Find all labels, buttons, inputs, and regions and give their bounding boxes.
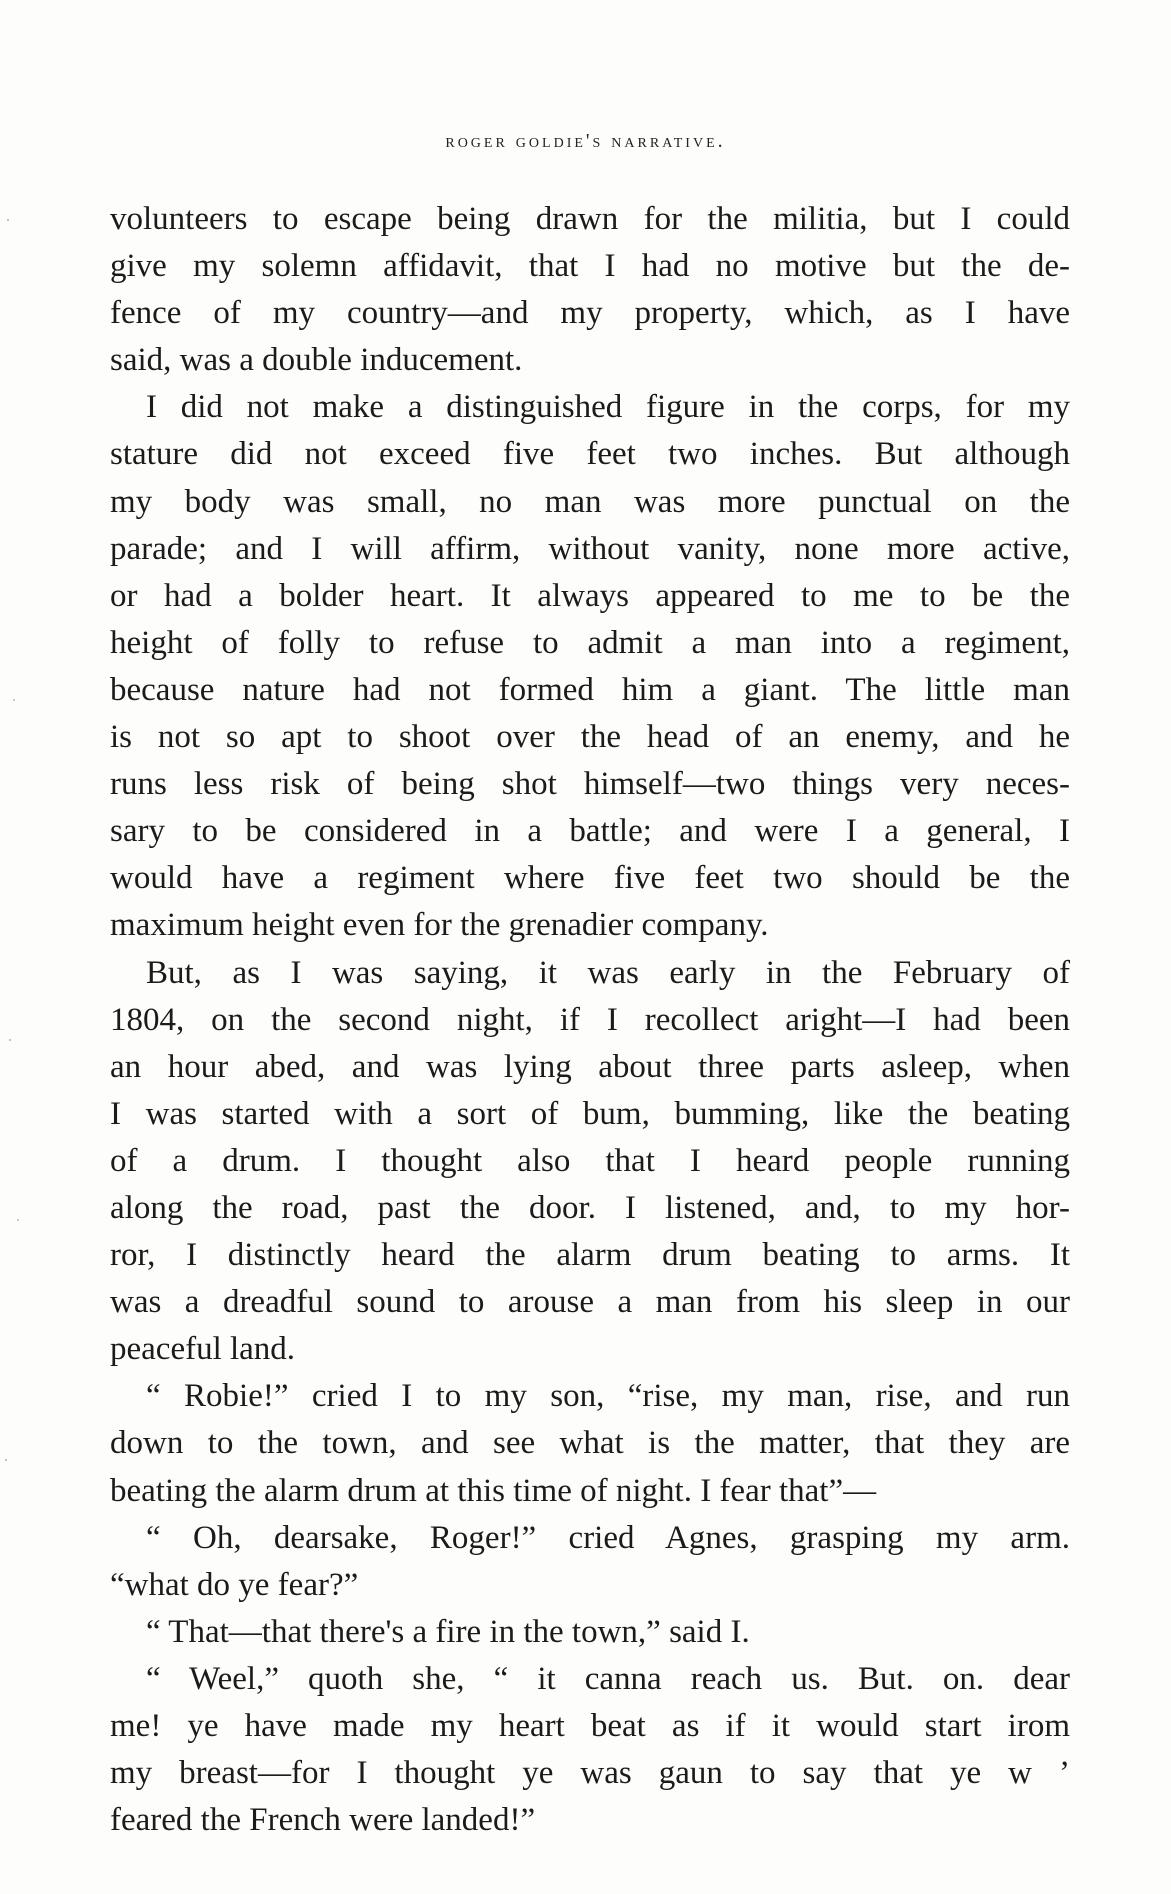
text-line: along the road, past the door. I listened, and, to my hor- xyxy=(110,1189,1070,1226)
text-line: I was started with a sort of bum, bumming, like the beating xyxy=(110,1095,1070,1132)
text-line: was a dreadful sound to arouse a man from his sleep in our xyxy=(110,1284,1070,1321)
text-line: I did not make a distinguished figure in the corps, for my xyxy=(146,389,1070,426)
text-line: sary to be considered in a battle; and were I a general, I xyxy=(110,813,1070,850)
text-line: or had a bolder heart. It always appeared to me to be the xyxy=(110,577,1070,614)
text-line: 1804, on the second night, if I recollect aright—I had been xyxy=(110,1001,1070,1038)
text-line: “ Oh, dearsake, Roger!” cried Agnes, grasping my arm. xyxy=(146,1519,1070,1556)
text-line: maximum height even for the grenadier company. xyxy=(110,907,769,944)
text-line: beating the alarm drum at this time of night. I fear that”— xyxy=(110,1472,877,1509)
text-line: stature did not exceed five feet two inches. But although xyxy=(110,436,1070,473)
text-line: parade; and I will affirm, without vanity, none more active, xyxy=(110,530,1070,567)
text-line: ror, I distinctly heard the alarm drum beating to arms. It xyxy=(110,1237,1070,1274)
text-line: would have a regiment where five feet two should be the xyxy=(110,860,1070,897)
text-line: give my solemn affidavit, that I had no motive but the de- xyxy=(110,248,1070,285)
text-line: is not so apt to shoot over the head of an enemy, and he xyxy=(110,719,1070,756)
text-line: “what do ye fear?” xyxy=(110,1566,359,1603)
body-text xyxy=(110,196,1070,1844)
text-line: of a drum. I thought also that I heard people running xyxy=(110,1142,1070,1179)
text-line: peaceful land. xyxy=(110,1331,296,1368)
text-line: runs less risk of being shot himself—two things very neces- xyxy=(110,766,1070,803)
text-line: “ Robie!” cried I to my son, “rise, my man, rise, and run xyxy=(146,1378,1070,1415)
text-line: feared the French were landed!” xyxy=(110,1802,536,1839)
text-line: “ That—that there's a fire in the town,” said I. xyxy=(146,1613,750,1650)
text-line: because nature had not formed him a giant. The little man xyxy=(110,671,1070,708)
running-head: roger goldie's narrative. xyxy=(445,130,726,152)
text-line: fence of my country—and my property, which, as I have xyxy=(110,295,1070,332)
text-line: an hour abed, and was lying about three parts asleep, when xyxy=(110,1048,1070,1085)
text-line: volunteers to escape being drawn for the militia, but I could xyxy=(110,201,1070,237)
text-line: But, as I was saying, it was early in the February of xyxy=(146,954,1070,991)
text-line: “ Weel,” quoth she, “ it canna reach us. But. on. dear xyxy=(146,1660,1070,1697)
scan-gutter-specks xyxy=(0,180,40,1830)
text-line: me! ye have made my heart beat as if it would start irom xyxy=(110,1708,1070,1744)
text-line: height of folly to refuse to admit a man into a regiment, xyxy=(110,624,1070,661)
text-line: down to the town, and see what is the matter, that they are xyxy=(110,1425,1070,1462)
text-line: said, was a double inducement. xyxy=(110,342,523,379)
text-line: my body was small, no man was more punctual on the xyxy=(110,483,1070,520)
text-line: my breast—for I thought ye was gaun to say that ye w ’ xyxy=(110,1755,1070,1792)
